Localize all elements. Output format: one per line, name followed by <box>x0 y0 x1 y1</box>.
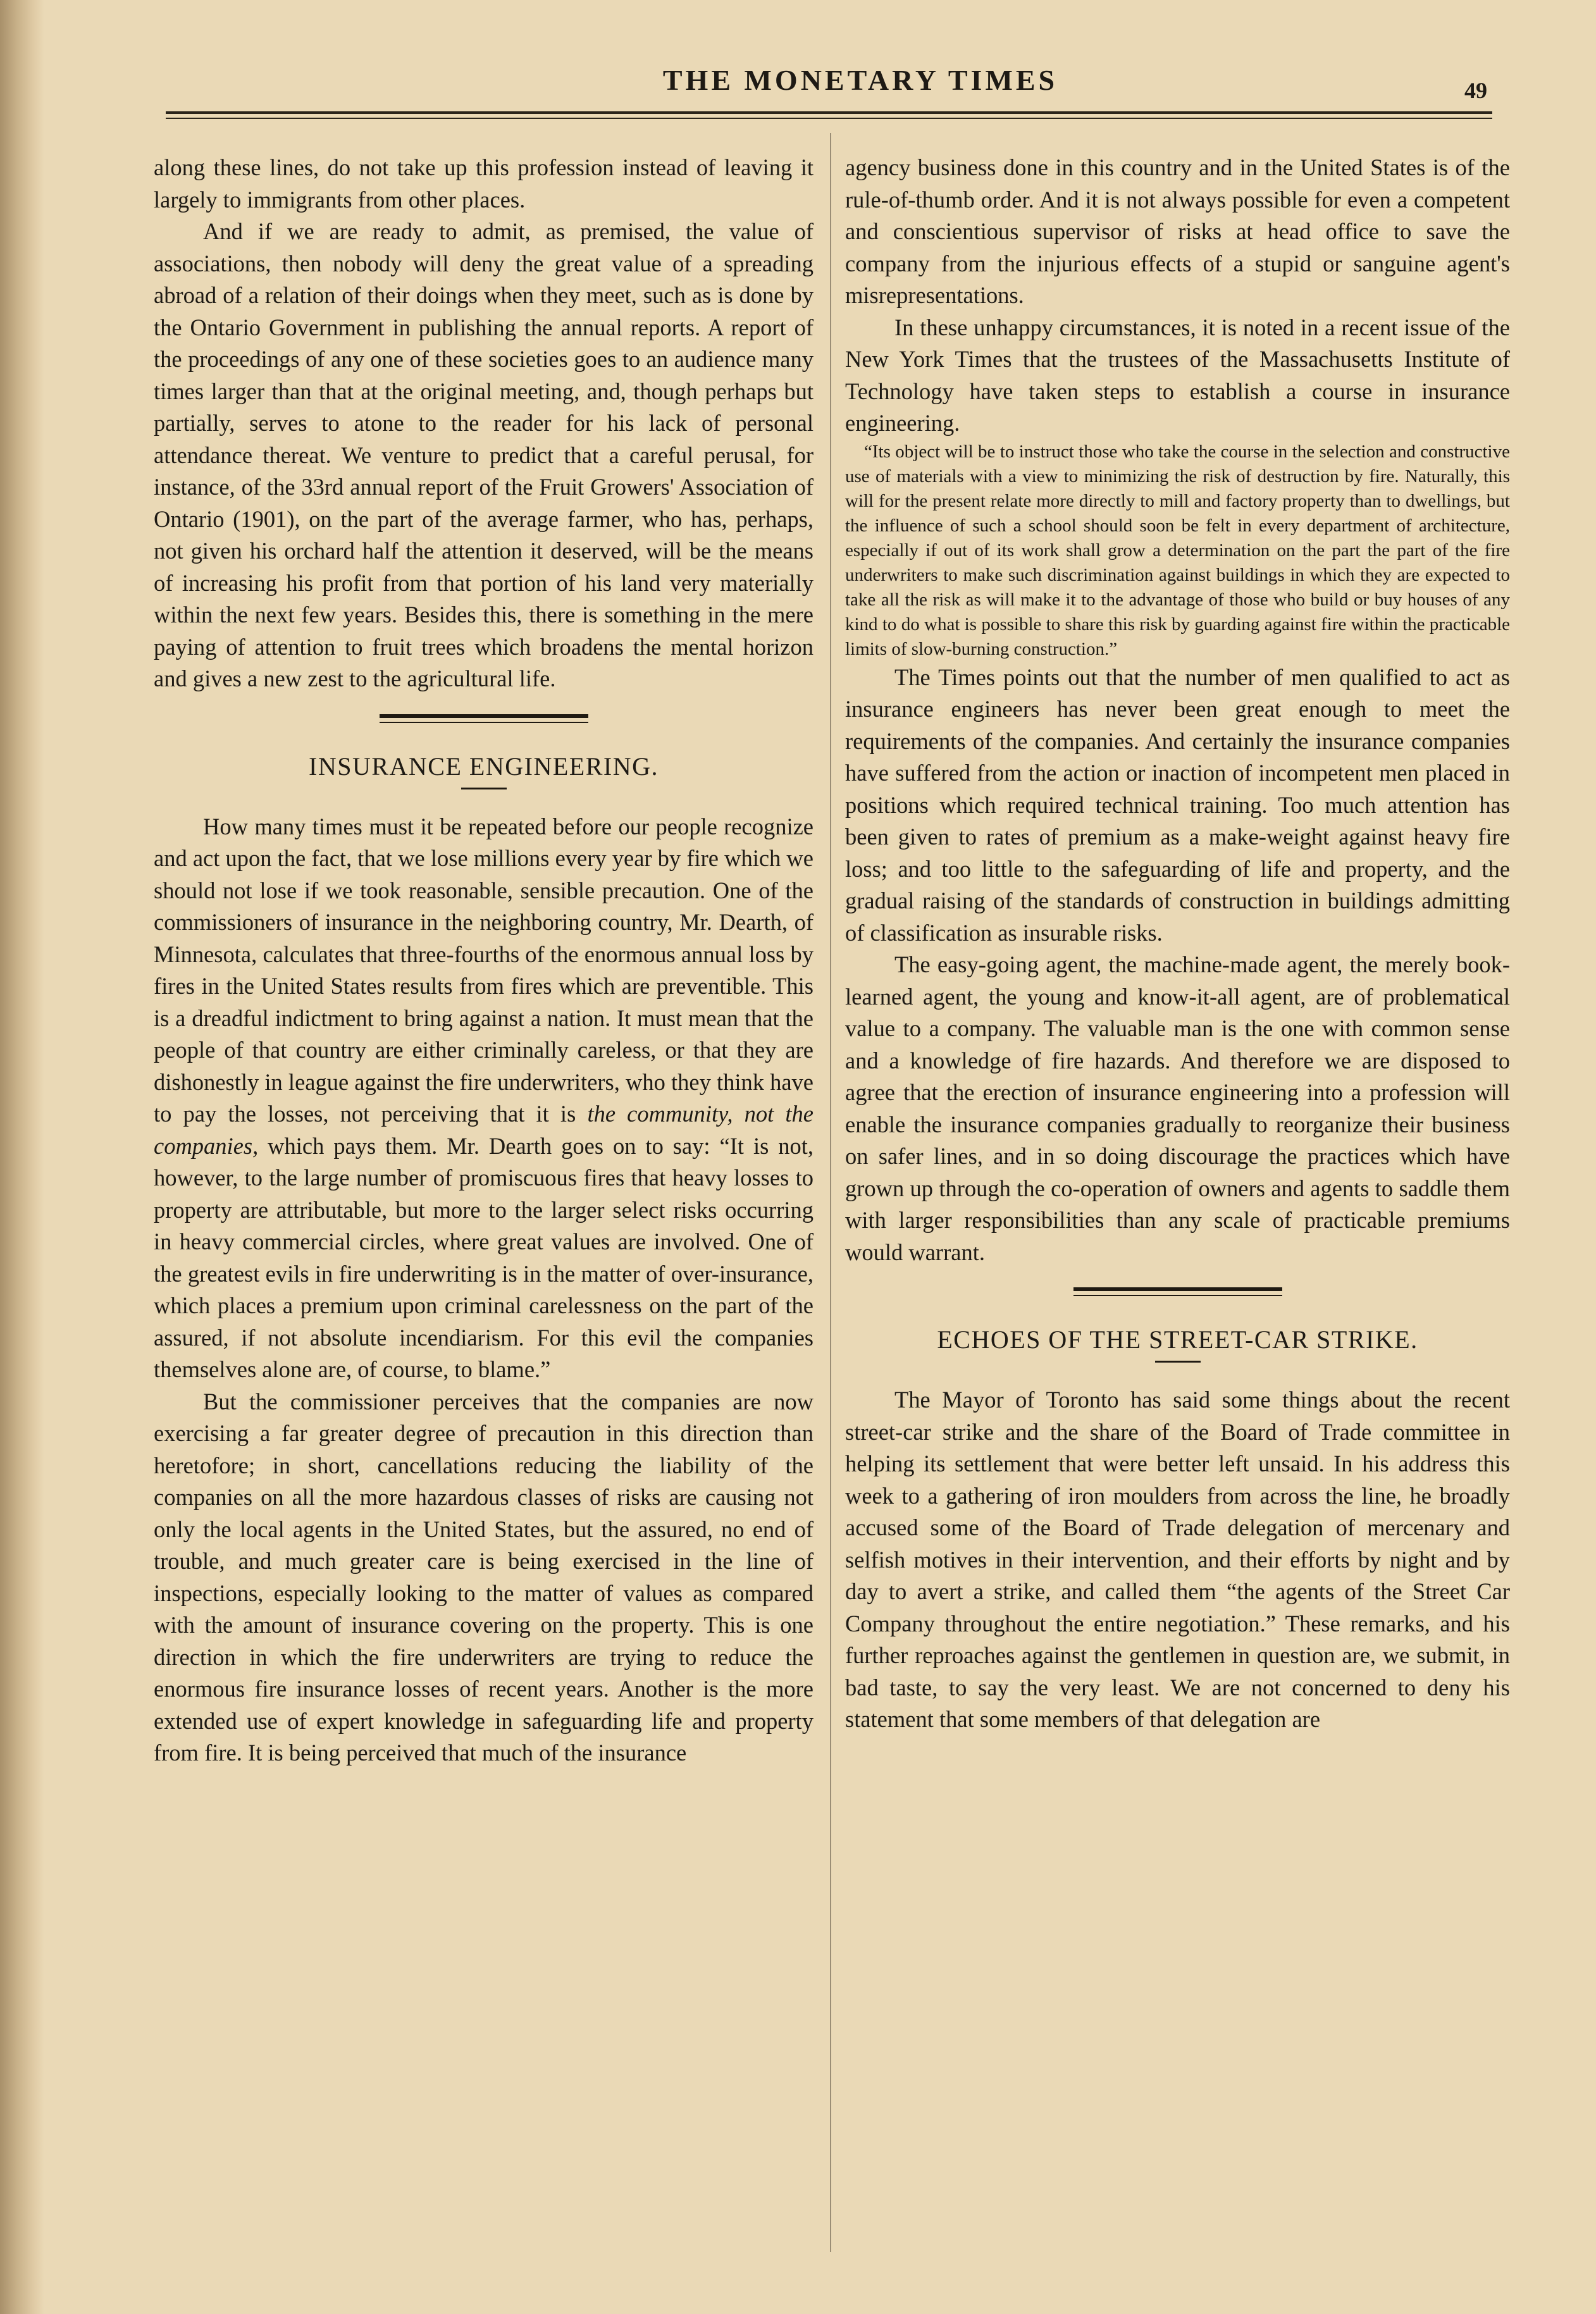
article-paragraph: In these unhappy circumstances, it is noted in a recent issue of the New York Times that the trustees of the Massachusetts Institute of Technology have taken steps to establish a course in insurance engineering. <box>845 314 1510 436</box>
masthead: THE MONETARY TIMES <box>662 64 1058 96</box>
article-paragraph: But the commissioner perceives that the companies are now exercising a far greater degree of precaution in this direction than heretofore; in short, cancellations reducing the liability of the companies on all the more hazardous classes of risks are causing not only the local agents in the United States, but the assured, no end of trouble, and much greater care is being exercised in the line of inspections, especially looking to the matter of values as compared with the amount of insurance covering on the property. This is one direction in which the fire underwriters are trying to reduce the enormous fire insurance losses of recent years. Another is the more extended use of expert knowledge in safeguarding life and property from fire. It is being perceived that much of the insurance <box>154 1388 813 1766</box>
article-paragraph: agency business done in this country and in the United States is of the rule-of-thumb order. And it is not always possible for even a competent and conscientious supervisor of risks at head office to save the company from the injurious effects of a stupid or sanguine agent's misrepresentations. <box>845 154 1510 308</box>
section-separator-thin <box>1073 1295 1282 1296</box>
block-quote: “Its object will be to instruct those who take the course in the selection and constructive use of materials with a view to minimizing the risk of destruction by fire. Naturally, this will for the present relate more directly to mill and factory property than to dwellings, but the influence of such a school should soon be felt in every department of architecture, especially if out of its work shall grow a determination on the part the part of the fire underwriters to make such discrimination against buildings in which they are expected to take all the risk as will make it to the advantage of those who build or buy houses of any kind to do what is possible to share this risk by guarding against fire within the practicable limits of slow-burning construction.” <box>845 441 1510 659</box>
article-paragraph: The easy-going agent, the machine-made agent, the merely book-learned agent, the young and know-it-all agent, are of problematical value to a company. The valuable man is the one with common sense and a knowledge of fire hazards. And therefore we are disposed to agree that the erection of insurance engineering into a profession will enable the insurance companies gradually to reorganize their business on safer lines, and in so doing discourage the practices which have grown up through the co-operation of owners and agents to saddle them with larger responsibilities than any scale of practicable premiums would warrant. <box>845 951 1510 1265</box>
header-rule-thin <box>166 118 1492 119</box>
article-paragraph <box>154 811 813 1386</box>
paragraph-text: which pays them. Mr. Dearth goes on to say: “It is not, however, to the large number of promiscuous fires that heavy losses to property are attributable, but more to the larger select risks occurring in heavy commercial circles, where great values are involved. One of the greatest evils in fire underwriting is in the matter of over-insurance, which places a premium upon criminal carelessness on the part of the assured, if not absolute incendiarism. For this evil the companies themselves alone are, of course, to blame.” <box>154 1132 813 1382</box>
section-separator-thin <box>380 722 588 723</box>
right-column <box>845 152 1510 1736</box>
paragraph-text: How many times must it be repeated before our people recognize and act upon the fact, that we lose millions every year by fire which we should not lose if we took reasonable, sensible precaution. One of the commissioners of insurance in the neighboring country, Mr. Dearth, of Minnesota, calculates that three-fourths of the enormous annual loss by fires in the United States results from fires which are preventible. This is a dreadful indictment to bring against a nation. It must mean that the people of that country are either criminally careless, or that they are dishonestly in league against the fire underwriters, who they think have to pay the losses, not perceiving that it is <box>154 813 814 1127</box>
article-headline: ECHOES OF THE STREET-CAR STRIKE. <box>937 1325 1418 1354</box>
column-divider <box>830 133 831 2252</box>
headline-rule <box>1155 1361 1201 1363</box>
left-column <box>154 152 813 1769</box>
article-paragraph: along these lines, do not take up this profession instead of leaving it largely to immigrants from other places. <box>154 154 813 213</box>
article-paragraph: And if we are ready to admit, as premised, the value of associations, then nobody will deny the great value of a spreading abroad of a relation of their doings when they meet, such as is done by the Ontario Government in publishing the annual reports. A report of the proceedings of any one of these societies goes to an audience many times larger than that at the original meeting, and, though perhaps but partially, serves to atone to the reader for his lack of personal attendance thereat. We venture to predict that a careful perusal, for instance, of the 33rd annual report of the Fruit Growers' Association of Ontario (1901), on the part of the average farmer, who has, perhaps, not given his orchard half the attention it deserved, will be the means of increasing his profit from that portion of his land very materially within the next few years. Besides this, there is something in the mere paying of attention to fruit trees which broadens the mental horizon and gives a new zest to the agricultural life. <box>154 218 813 691</box>
section-separator <box>1073 1287 1282 1291</box>
headline-rule <box>461 788 507 789</box>
page-number: 49 <box>1464 78 1487 103</box>
section-separator <box>380 714 588 718</box>
article-paragraph: The Mayor of Toronto has said some things about the recent street-car strike and the share of the Board of Trade committee in helping its settlement that were better left unsaid. In his address this week to a gathering of iron moulders from across the line, he broadly accused some of the Board of Trade delegation of mercenary and selfish motives in their intervention, and their efforts by night and by day to avert a strike, and called them “the agents of the Street Car Company throughout the entire negotiation.” These remarks, and his further reproaches against the gentlemen in question are, we submit, in bad taste, to say the very least. We are not concerned to deny his statement that some members of that delegation are <box>845 1387 1510 1732</box>
italic-phrase: the community, not the companies, <box>154 1101 813 1159</box>
article-paragraph: The Times points out that the number of men qualified to act as insurance engineers has never been great enough to meet the requirements of the companies. And certainly the insurance companies have suffered from the action or inaction of incompetent men placed in positions which required technical training. Too much attention has been given to rates of premium as a make-weight against heavy fire loss; and too little to the safeguarding of life and property, and the gradual raising of the standards of construction in buildings admitting of classification as insurable risks. <box>845 664 1510 946</box>
article-headline: INSURANCE ENGINEERING. <box>309 752 659 781</box>
header-rule-thick <box>166 111 1492 114</box>
